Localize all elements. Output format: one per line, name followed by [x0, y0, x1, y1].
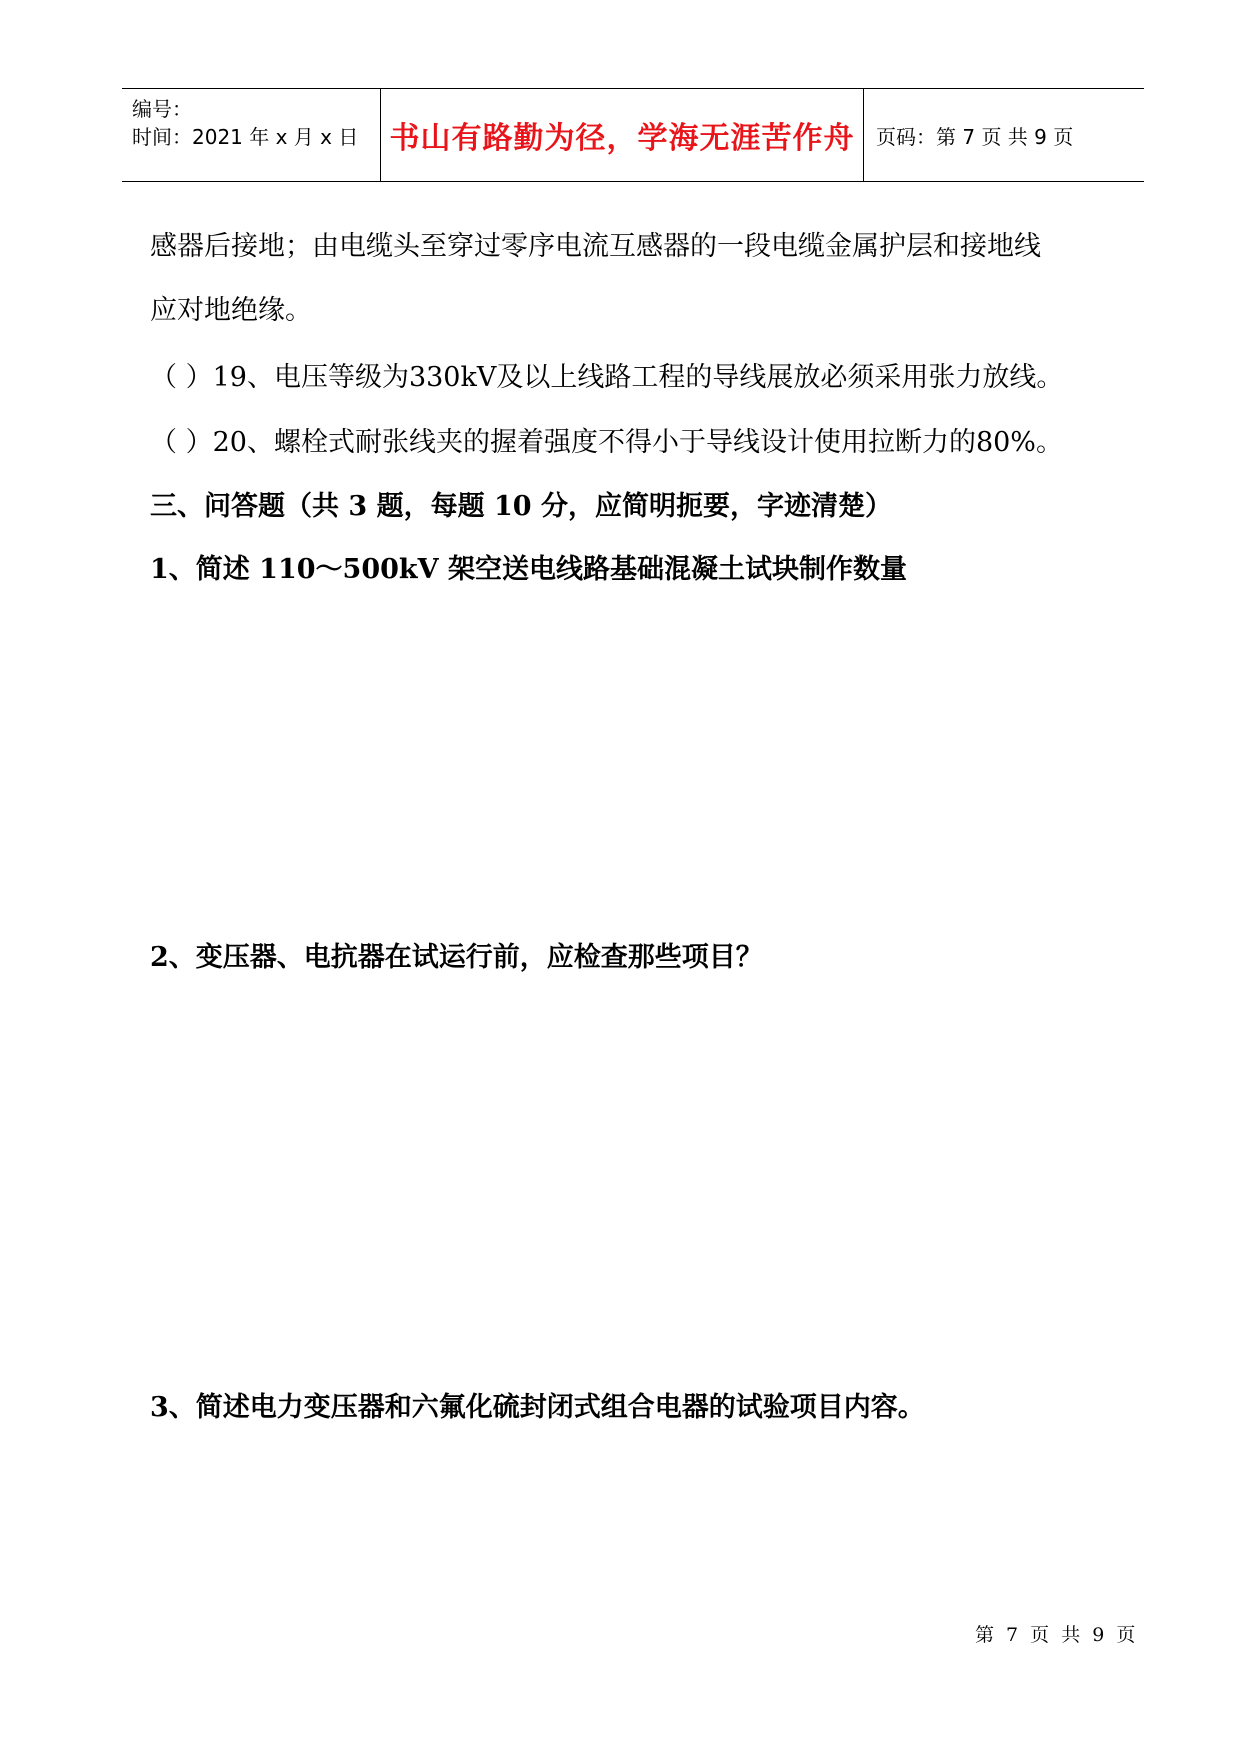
page-header [122, 88, 1144, 182]
question-item-20: （ ）20、螺栓式耐张线夹的握着强度不得小于导线设计使用拉断力的80%。 [150, 427, 1063, 458]
time-label: 时间：2021 年 x 月 x 日 [132, 125, 359, 149]
page-footer: 第 7 页 共 9 页 [975, 1624, 1139, 1646]
question-3: 3、简述电力变压器和六氟化硫封闭式组合电器的试验项目内容。 [150, 1392, 925, 1423]
section-heading-3: 三、问答题（共 3 题，每题 10 分，应简明扼要，字迹清楚） [150, 491, 892, 522]
question-2: 2、变压器、电抗器在试运行前，应检查那些项目？ [150, 942, 763, 973]
question-1: 1、简述 110～500kV 架空送电线路基础混凝土试块制作数量 [150, 554, 907, 585]
header-motto: 书山有路勤为径，学海无涯苦作舟 [381, 89, 864, 181]
question-item-19: （ ）19、电压等级为330kV及以上线路工程的导线展放必须采用张力放线。 [150, 362, 1064, 393]
paragraph-line-1: 感器后接地；由电缆头至穿过零序电流互感器的一段电缆金属护层和接地线 [150, 231, 1041, 262]
header-meta-cell [122, 89, 381, 181]
paragraph-line-2: 应对地绝缘。 [150, 295, 312, 326]
number-label: 编号： [132, 97, 192, 121]
header-page-label: 页码：第 7 页 共 9 页 [876, 124, 1074, 149]
